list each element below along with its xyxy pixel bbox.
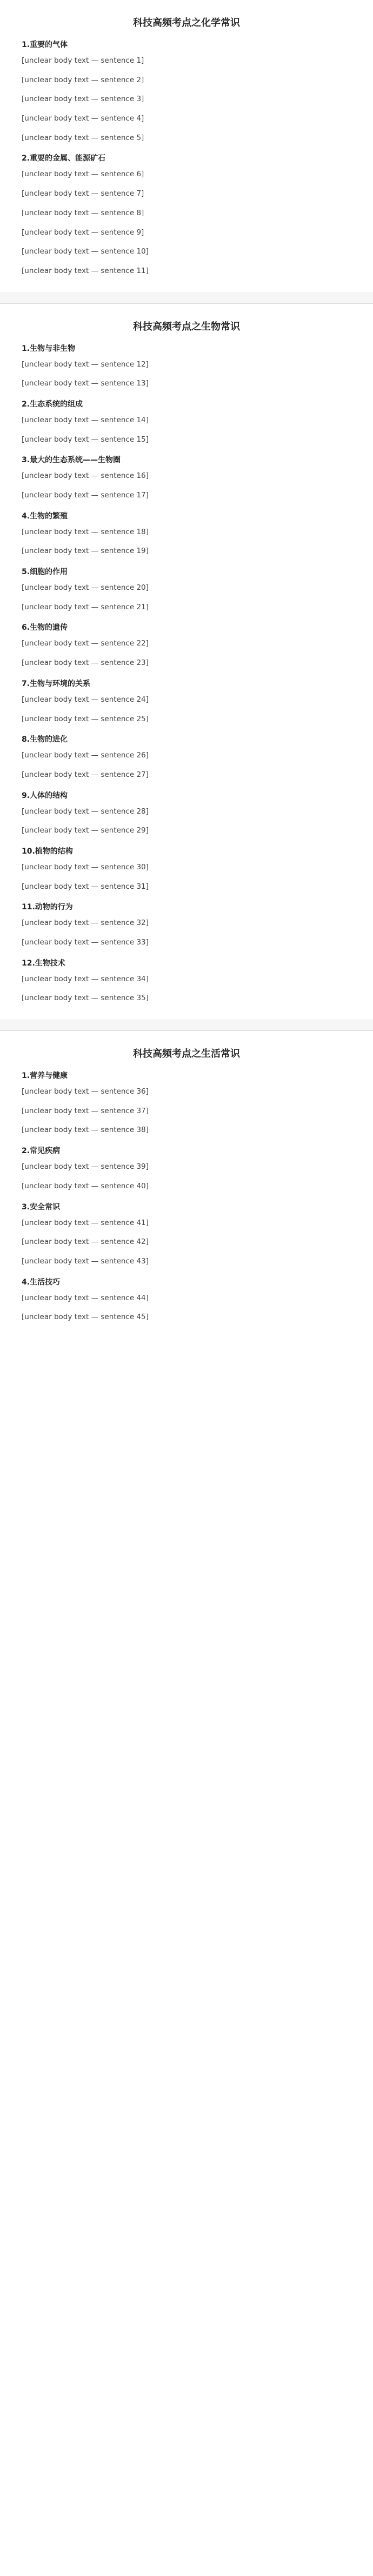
paragraph: [unclear body text — sentence 42] bbox=[22, 1237, 149, 1247]
paragraph: [unclear body text — sentence 21] bbox=[22, 602, 149, 611]
section-subheading: 7.生物与环境的关系 bbox=[22, 679, 91, 688]
paragraph: [unclear body text — sentence 22] bbox=[22, 639, 149, 648]
section-subheading: 1.营养与健康 bbox=[22, 1071, 68, 1081]
section-divider bbox=[0, 292, 373, 303]
paragraph: [unclear body text — sentence 17] bbox=[22, 491, 149, 500]
paragraph: [unclear body text — sentence 37] bbox=[22, 1106, 149, 1115]
paragraph: [unclear body text — sentence 10] bbox=[22, 247, 149, 256]
paragraph: [unclear body text — sentence 4] bbox=[22, 114, 144, 123]
paragraph: [unclear body text — sentence 8] bbox=[22, 208, 144, 217]
paragraph: [unclear body text — sentence 19] bbox=[22, 547, 149, 556]
paragraph: [unclear body text — sentence 25] bbox=[22, 714, 149, 723]
paragraph: [unclear body text — sentence 9] bbox=[22, 228, 144, 237]
paragraph: [unclear body text — sentence 13] bbox=[22, 379, 149, 388]
paragraph: [unclear body text — sentence 36] bbox=[22, 1087, 149, 1096]
paragraph: [unclear body text — sentence 41] bbox=[22, 1218, 149, 1227]
paragraph: [unclear body text — sentence 11] bbox=[22, 266, 149, 275]
paragraph: [unclear body text — sentence 32] bbox=[22, 918, 149, 928]
section-subheading: 8.生物的进化 bbox=[22, 735, 68, 744]
section-subheading: 9.人体的结构 bbox=[22, 791, 68, 800]
paragraph: [unclear body text — sentence 34] bbox=[22, 974, 149, 983]
section-subheading: 6.生物的遗传 bbox=[22, 623, 68, 633]
paragraph: [unclear body text — sentence 26] bbox=[22, 751, 149, 760]
paragraph: [unclear body text — sentence 5] bbox=[22, 133, 144, 142]
paragraph: [unclear body text — sentence 24] bbox=[22, 695, 149, 704]
paragraph: [unclear body text — sentence 38] bbox=[22, 1126, 149, 1135]
paragraph: [unclear body text — sentence 28] bbox=[22, 807, 149, 816]
section-body bbox=[22, 343, 351, 1007]
paragraph: [unclear body text — sentence 30] bbox=[22, 862, 149, 871]
paragraph: [unclear body text — sentence 45] bbox=[22, 1313, 149, 1322]
section-subheading: 2.生态系统的组成 bbox=[22, 400, 83, 409]
section-subheading: 1.重要的气体 bbox=[22, 41, 68, 49]
paragraph: [unclear body text — sentence 18] bbox=[22, 527, 149, 536]
paragraph: [unclear body text — sentence 16] bbox=[22, 471, 149, 481]
section-subheading: 3.安全常识 bbox=[22, 1202, 61, 1212]
paragraph: [unclear body text — sentence 31] bbox=[22, 882, 149, 891]
paragraph: [unclear body text — sentence 12] bbox=[22, 360, 149, 369]
section bbox=[0, 0, 373, 292]
paragraph: [unclear body text — sentence 43] bbox=[22, 1256, 149, 1266]
paragraph: [unclear body text — sentence 3] bbox=[22, 95, 144, 104]
paragraph: [unclear body text — sentence 29] bbox=[22, 826, 149, 835]
paragraph: [unclear body text — sentence 15] bbox=[22, 435, 149, 444]
section-title: 科技高频考点之化学常识 bbox=[133, 17, 240, 29]
paragraph: [unclear body text — sentence 35] bbox=[22, 994, 149, 1003]
section-subheading: 10.植物的结构 bbox=[22, 847, 73, 856]
paragraph: [unclear body text — sentence 23] bbox=[22, 658, 149, 668]
paragraph: [unclear body text — sentence 44] bbox=[22, 1293, 149, 1302]
section-subheading: 3.最大的生态系统——生物圈 bbox=[22, 456, 121, 465]
section bbox=[0, 1030, 373, 1339]
section-subheading: 2.常见疾病 bbox=[22, 1147, 61, 1156]
paragraph: [unclear body text — sentence 7] bbox=[22, 189, 144, 198]
section-subheading: 4.生活技巧 bbox=[22, 1277, 61, 1287]
section-subheading: 11.动物的行为 bbox=[22, 903, 73, 912]
section bbox=[0, 303, 373, 1020]
section-body bbox=[22, 1070, 351, 1326]
paragraph: [unclear body text — sentence 1] bbox=[22, 56, 144, 65]
paragraph: [unclear body text — sentence 14] bbox=[22, 415, 149, 424]
paragraph: [unclear body text — sentence 40] bbox=[22, 1181, 149, 1190]
paragraph: [unclear body text — sentence 2] bbox=[22, 75, 144, 84]
section-subheading: 2.重要的金属、能源矿石 bbox=[22, 154, 106, 163]
section-subheading: 5.细胞的作用 bbox=[22, 568, 68, 577]
paragraph: [unclear body text — sentence 27] bbox=[22, 770, 149, 779]
section-body bbox=[22, 39, 351, 279]
section-subheading: 4.生物的繁殖 bbox=[22, 511, 68, 521]
section-title: 科技高频考点之生物常识 bbox=[133, 321, 240, 332]
section-divider bbox=[0, 1020, 373, 1030]
paragraph: [unclear body text — sentence 6] bbox=[22, 170, 144, 179]
paragraph: [unclear body text — sentence 33] bbox=[22, 938, 149, 947]
section-subheading: 12.生物技术 bbox=[22, 958, 65, 968]
section-subheading: 1.生物与非生物 bbox=[22, 344, 76, 353]
paragraph: [unclear body text — sentence 20] bbox=[22, 583, 149, 593]
section-title: 科技高频考点之生活常识 bbox=[133, 1048, 240, 1060]
paragraph: [unclear body text — sentence 39] bbox=[22, 1162, 149, 1171]
